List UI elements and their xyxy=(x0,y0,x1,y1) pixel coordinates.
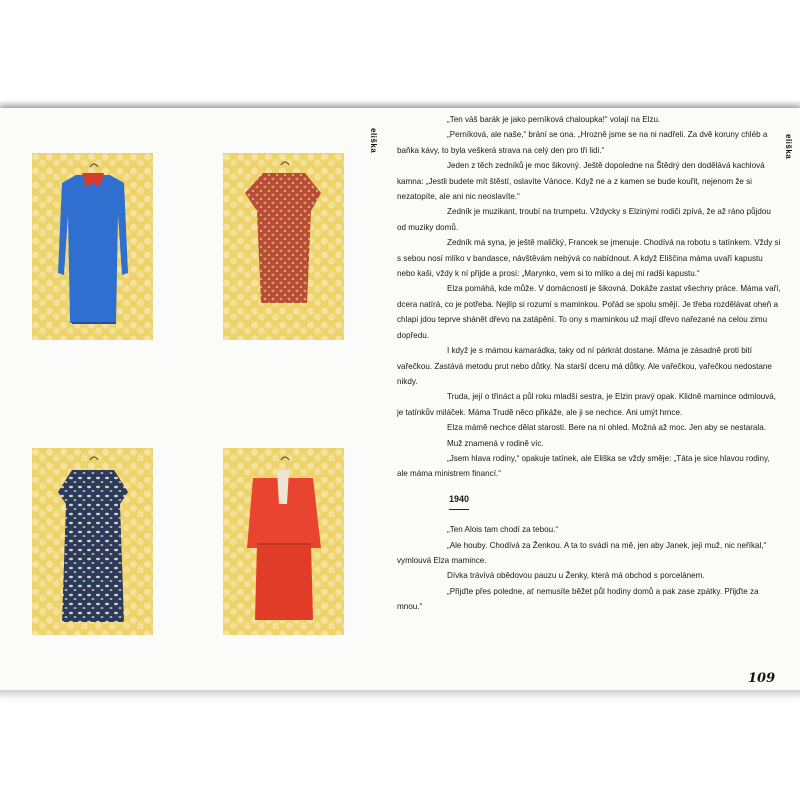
body-text xyxy=(397,112,782,615)
paragraph: Zedník má syna, je ještě maličký, Francek se jmenuje. Chodívá na robotu s tatínkem. Vždy si s sebou nosí mlíko v bandasce, návštěvám nebývá co nabídnout. A když Eliščina máma uvaří kapustu nebo kaši, vždy k ní přijde a prosí: „Marynko, vem si to mlíko a dej mi radši kapustu.“ xyxy=(397,238,781,279)
photo-red-patterned-dress xyxy=(223,153,344,340)
paragraph: Zedník je muzikant, troubí na trumpetu. Vždycky s Elzinými rodiči zpívá, že až ráno půjdou od muziky domů. xyxy=(397,207,771,232)
paragraph: I když je s mámou kamarádka, taky od ní párkrát dostane. Máma je zásadně proti bití vařečkou. Zastává metodu prut nebo důtky. Na starší dceru má důtky. Ale vařečkou, vařečkou nedostane nikdy. xyxy=(397,346,772,386)
running-head-left: eliška xyxy=(369,128,378,154)
paragraph: Jeden z těch zedníků je moc šikovný. Ještě dopoledne na Štědrý den dodělává kachlová kamna: „Jestli budete mít štěstí, oslavíte Vánoce. Když ne a z kamen se bude kouřit, nejenom že si nezatopíte, ale ani nic neoslavíte.“ xyxy=(397,161,765,202)
paragraph: Elza mámě nechce dělat starosti. Bere na ni ohled. Možná až moc. Jen aby se nestarala. xyxy=(447,423,766,433)
paragraphs-after xyxy=(397,522,782,614)
paragraph: „Ale houby. Chodívá za Ženkou. A ta to svádí na mě, jen aby Janek, její muž, nic neříkal,“ vymlouvá Elza mamince. xyxy=(397,540,767,565)
paragraph: Muž znamená v rodině víc. xyxy=(447,438,544,448)
year-heading: 1940 xyxy=(449,492,469,510)
paragraph: Dívka trávívá obědovou pauzu u Ženky, která má obchod s porcelánem. xyxy=(447,571,705,581)
running-head-right: eliška xyxy=(784,134,793,160)
book-spread xyxy=(0,108,800,692)
paragraph: „Jsem hlava rodiny,“ opakuje tatínek, ale Eliška se vždy směje: „Táta je sice hlavou rodiny, ale máma ministrem financí.“ xyxy=(397,453,770,479)
photo-navy-floral-dress xyxy=(32,448,153,635)
paragraph: „Ten Alois tam chodí za tebou.“ xyxy=(447,525,559,535)
paragraph: „Ten váš barák je jako perníková chaloupka!“ volají na Elzu. xyxy=(447,115,661,124)
paragraph: „Perníková, ale naše,“ brání se ona. „Hrozně jsme se na ni nadřeli. Za dvě koruny chléb a baňka kávy, to byla veškerá strava na celý den pro tři lidi.“ xyxy=(397,130,768,155)
page-number: 109 xyxy=(748,671,776,686)
page-shadow-bottom xyxy=(0,690,800,700)
paragraph: Elza pomáhá, kde může. V domácnosti je šikovná. Dokáže zastat všechny práce. Máma vaří, dcera natírá, co je potřeba. Nejlíp si rozumí s maminkou. Pořád se spolu smějí. Je třeba rozdělávat oheň a chlapi jdou teprve shánět dřevo na zatápění. To ony s maminkou už mají dřevo nařezané na celou zimu dopředu. xyxy=(397,284,781,340)
photo-blue-dress xyxy=(32,153,153,340)
paragraphs-before xyxy=(397,112,782,482)
paragraph: Truda, její o třináct a půl roku mladší sestra, je Elzin pravý opak. Klidně mamince odmlouvá, je tatínkův miláček. Máma Trudě něco přikáže, ale ji se nechce. Ani umýt hrnce. xyxy=(397,392,776,417)
photo-red-suit-dress xyxy=(223,448,344,635)
paragraph: „Přijďte přes poledne, ať nemusíte běžet půl hodiny domů a pak zase zpátky. Přijďte za mnou.“ xyxy=(397,586,759,612)
